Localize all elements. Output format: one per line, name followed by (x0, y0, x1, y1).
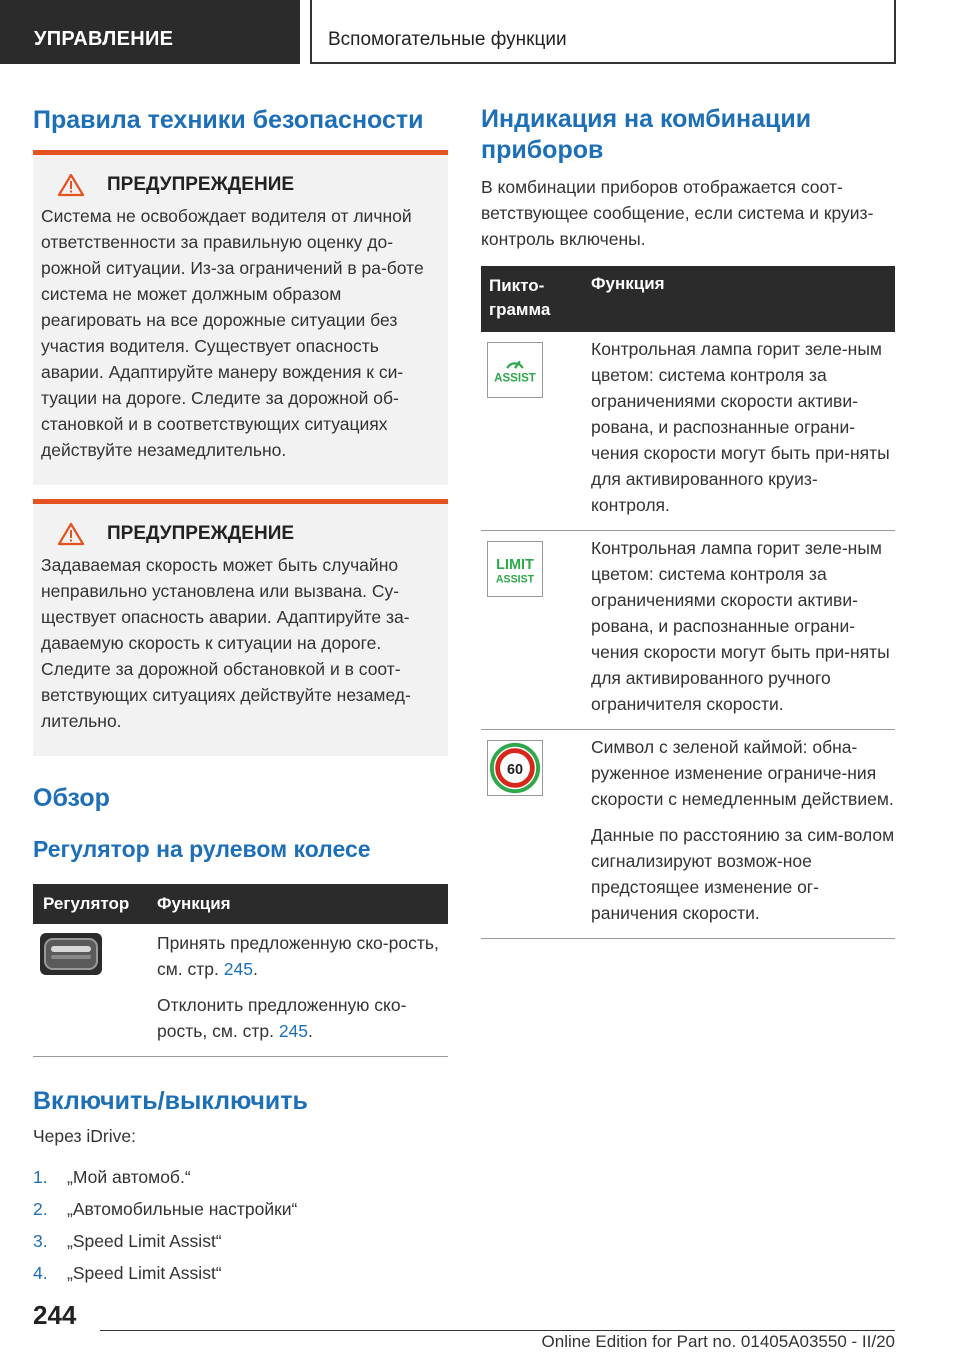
warning-text: Система не освобождает водителя от личной ответственности за правильную оценку до-рожной ситуации. Из-за ограничений в ра-боте система не может должным образом реагировать на все дорожные ситуации без участия водителя. Существует опасность аварии. Адаптируйте манеру вождения к си-туации на дороге. Следите за дорожной об-становкой и в соответствующих ситуациях действуйте незамедлительно. (41, 206, 424, 460)
page-number: 244 (33, 1300, 77, 1330)
footer-text: Online Edition for Part no. 01405A03550 - II/20 (541, 1332, 895, 1351)
warning-triangle-icon (57, 173, 85, 197)
col-header: Функция (153, 884, 448, 924)
col-header: Пикто-грамма (481, 266, 585, 332)
list-item: 2. „Автомобильные настройки“ (33, 1199, 298, 1219)
row-text: Контрольная лампа горит зеле-ным цветом: система контроля за ограничениями скорости активи-рована, и распознанные ограни-чения скорости могут быть при-няты для активированного ручного ограничителя скорости. (585, 531, 895, 730)
footer-divider (100, 1330, 895, 1331)
cluster-title: Индикация на комбинации приборов (481, 105, 812, 164)
table-header-row (481, 266, 895, 332)
onoff-title: Включить/выключить (33, 1087, 308, 1115)
warning-box-2 (33, 499, 448, 756)
warning-box-1 (33, 150, 448, 485)
page-header (0, 0, 960, 66)
warning-text: Задаваемая скорость может быть случайно неправильно установлена или вызвана. Су-ществует опасность аварии. Адаптируйте за-даваемую скорость к ситуации на дороге. Следите за дорожной обстановкой и в соот-ветствующих ситуациях действуйте незамед-лительно. (41, 555, 411, 731)
header-section: УПРАВЛЕНИЕ (0, 0, 300, 64)
col-header: Функция (585, 266, 895, 332)
table-row (481, 531, 895, 730)
header-chapter: Вспомогательные функции (310, 0, 896, 64)
assist-icon (487, 342, 543, 398)
limit-assist-icon (487, 541, 543, 597)
svg-text:ASSIST: ASSIST (495, 573, 535, 586)
row-text: Данные по расстоянию за сим-волом сигнализируют возмож-ное предстоящее изменение ог-раничения скорости. (591, 825, 895, 923)
row-text: Контрольная лампа горит зеле-ным цветом: система контроля за ограничениями скорости активи-рована, и распознанные ограни-чения скорости могут быть при-няты для активированного круиз-контроля. (585, 332, 895, 531)
warning-title: ПРЕДУПРЕЖДЕНИЕ (57, 522, 438, 546)
right-column (481, 100, 895, 939)
cluster-intro: В комбинации приборов отображается соот-ветствующее сообщение, если система и круиз-контроль включены. (481, 177, 874, 249)
svg-text:LIMIT: LIMIT (496, 557, 534, 573)
controller-title: Регулятор на рулевом колесе (33, 836, 371, 862)
table-row (481, 332, 895, 531)
page-link[interactable]: 245 (223, 959, 253, 979)
table-row (481, 730, 895, 939)
warning-title: ПРЕДУПРЕЖДЕНИЕ (57, 173, 438, 197)
col-header: Регулятор (33, 884, 153, 924)
row-text: Символ с зеленой каймой: обна-руженное изменение ограниче-ния скорости с немедленным действием. (591, 737, 894, 809)
warning-triangle-icon (57, 522, 85, 546)
overview-title: Обзор (33, 784, 110, 812)
accept-speed-text: Принять предложенную ско-рость, см. стр. 245. (157, 933, 439, 979)
table-header-row (33, 884, 448, 924)
left-column (33, 100, 448, 1289)
list-item: 4. „Speed Limit Assist“ (33, 1263, 222, 1283)
list-item: 1. „Мой автомоб.“ (33, 1167, 191, 1187)
speed-limit-sign-icon (487, 740, 543, 796)
controller-table (33, 884, 448, 1057)
svg-text:ASSIST: ASSIST (494, 372, 536, 385)
reject-speed-text: Отклонить предложенную ско-рость, см. стр. 245. (157, 995, 407, 1041)
pictogram-table (481, 266, 895, 939)
svg-text:60: 60 (506, 761, 524, 778)
list-item: 3. „Speed Limit Assist“ (33, 1231, 222, 1251)
safety-title: Правила техники безопасности (33, 106, 424, 134)
via-text: Через iDrive: (33, 1126, 136, 1146)
page-link[interactable]: 245 (278, 1021, 309, 1041)
table-row (33, 924, 448, 1057)
steps-list (33, 1161, 448, 1289)
steering-button-icon (39, 932, 103, 976)
